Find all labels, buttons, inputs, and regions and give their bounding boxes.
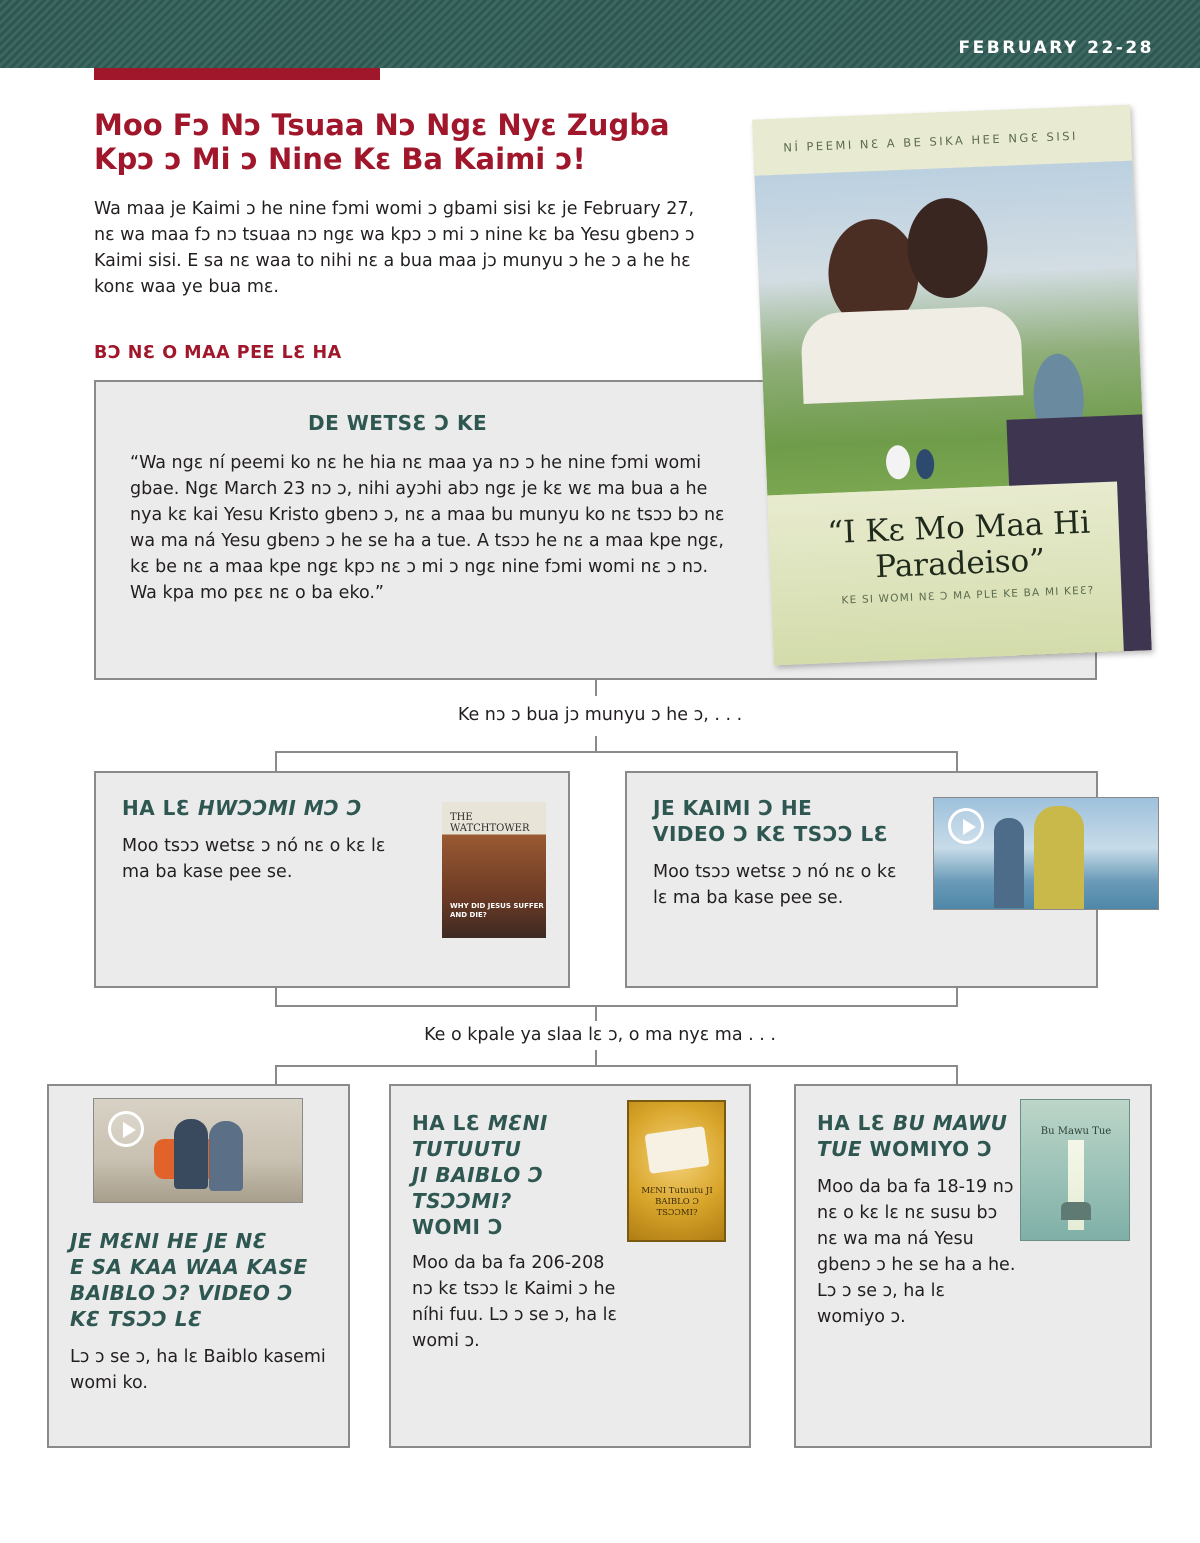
connector-line <box>275 751 958 753</box>
magazine-title: THE WATCHTOWER <box>450 812 530 834</box>
woman-figure <box>174 1119 208 1189</box>
memorial-video-thumbnail[interactable] <box>933 797 1159 910</box>
connector-line <box>595 1050 597 1066</box>
brochure-top-text: NÍ PEEMI NƐ A BE SIKA HEE NGƐ SISI <box>783 128 1079 155</box>
clothing-shape <box>800 305 1023 404</box>
book-cover-title: Bu Mawu Tue <box>1040 1126 1112 1137</box>
accent-bar <box>94 68 380 80</box>
brochure-title: “I Kɛ Mo Maa Hi Paradeiso” <box>826 504 1091 586</box>
magazine-box-body: Moo tsɔɔ wetsɛ ɔ nó nɛ o kɛ lɛ ma ba kase pee se. <box>122 836 386 882</box>
connector-line <box>275 1065 958 1067</box>
video-box-body: Moo tsɔɔ wetsɛ ɔ nó nɛ o kɛ lɛ ma ba kase pee se. <box>653 862 897 908</box>
man-figure <box>994 818 1024 908</box>
section-heading: BƆ NƐ O MAA PEE LƐ HA <box>94 343 342 363</box>
intro-paragraph: Wa maa je Kaimi ɔ he nine fɔmi womi ɔ gbami sisi kɛ je February 27, nɛ wa maa fɔ nɔ tsuaa nɔ ngɛ wa kpɔ ɔ mi ɔ nine kɛ ba Yesu gbenɔ ɔ Kaimi sisi. E sa nɛ waa to nihi nɛ a bua maa jɔ munyu ɔ he ɔ a he hɛ konɛ waa ye bua mɛ. <box>94 199 695 297</box>
bible-study-video-thumbnail[interactable] <box>93 1098 303 1203</box>
bible-teach-book <box>627 1100 726 1242</box>
open-bible-icon <box>645 1126 710 1174</box>
connector-line <box>595 1005 597 1021</box>
connector-text-2: Ke o kpale ya slaa lɛ ɔ, o ma nyɛ ma . . . <box>424 1025 776 1045</box>
watchtower-magazine <box>442 802 546 938</box>
connector-line <box>275 1005 958 1007</box>
play-icon[interactable] <box>108 1111 144 1147</box>
child-shape <box>916 449 935 480</box>
article-title: Moo Fɔ Nɔ Tsuaa Nɔ Ngɛ Nyɛ Zugba Kpɔ ɔ Mi ɔ Nine Kɛ Ba Kaimi ɔ! <box>94 108 670 176</box>
bible-teach-body: Moo da ba fa 206-208 nɔ kɛ tsɔɔ lɛ Kaimi ɔ he níhi fuu. Lɔ ɔ se ɔ, ha lɛ womi ɔ. <box>412 1253 617 1351</box>
man-figure <box>906 197 990 300</box>
invitation-quote: “Wa ngɛ ní peemi ko nɛ he hia nɛ maa ya nɔ ɔ he nine fɔmi womi gbae. Ngɛ March 23 nɔ ɔ, nihi ayɔhi abɔ ngɛ je kɛ wɛ ma bua a he nya kɛ kai Yesu Kristo gbenɔ ɔ, nɛ a maa bu munyu ko nɛ tsɔɔ bɔ nɛ wa ma ná Yesu gbenɔ ɔ he se ha a tue. A tsɔɔ he nɛ a maa kpe ngɛ, kɛ be nɛ a maa kpe ngɛ kpɔ nɛ ɔ mi ɔ ngɛ nine fɔmi womi nɛ ɔ nɔ. Wa kpa mo pɛɛ nɛ o ba eko.” <box>130 453 725 603</box>
horse-shape <box>885 445 910 480</box>
magazine-box-heading: HA LƐ HWƆƆMI MƆ Ɔ <box>122 796 362 820</box>
listen-to-god-book <box>1020 1099 1130 1241</box>
woman-figure <box>1034 806 1084 910</box>
man-figure <box>209 1121 243 1191</box>
listen-to-god-body: Moo da ba fa 18-19 nɔ nɛ o kɛ lɛ nɛ susu bɔ nɛ wa ma ná Yesu gbenɔ ɔ he se ha a he. Lɔ ɔ se ɔ, ha lɛ womiyo ɔ. <box>817 1177 1016 1327</box>
top-banner <box>0 0 1200 68</box>
video-box-heading: JE KAIMI Ɔ HE VIDEO Ɔ KƐ TSƆƆ LƐ <box>653 796 889 846</box>
connector-line <box>275 751 277 771</box>
bible-video-heading: JE MƐNI HE JE NƐ E SA KAA WAA KASE BAIBLO Ɔ? VIDEO Ɔ KƐ TSƆƆ LƐ <box>70 1229 308 1331</box>
connector-line <box>956 751 958 771</box>
book-cover-title: MƐNI Tutuutu JI BAIBLO Ɔ TSƆƆMI? <box>641 1186 713 1218</box>
listen-to-god-heading: HA LƐ BU MAWU TUE WOMIYO Ɔ <box>817 1111 1008 1161</box>
bible-video-body: Lɔ ɔ se ɔ, ha lɛ Baiblo kasemi womi ko. <box>70 1347 326 1393</box>
connector-line <box>275 1065 277 1084</box>
connector-line <box>275 988 277 1006</box>
bible-teach-heading: HA LƐ MƐNI TUTUUTU JI BAIBLO Ɔ TSƆƆMI? WOMI Ɔ <box>412 1111 548 1239</box>
connector-line <box>595 736 597 752</box>
connector-text-1: Ke nɔ ɔ bua jɔ munyu ɔ he ɔ, . . . <box>457 705 743 725</box>
brochure-cover <box>752 105 1152 666</box>
connector-line <box>595 680 597 696</box>
brochure-subtitle: KE SI WOMI NƐ Ɔ MA PLE KE BA MI KEƐ? <box>841 584 1095 607</box>
main-box-heading: DE WETSƐ Ɔ KE <box>308 411 488 435</box>
play-icon[interactable] <box>948 808 984 844</box>
magazine-cover-text: WHY DID JESUS SUFFER AND DIE? <box>450 902 544 919</box>
family-figures <box>1061 1202 1091 1220</box>
week-date: FEBRUARY 22-28 <box>958 38 1154 58</box>
connector-line <box>956 988 958 1006</box>
connector-line <box>956 1065 958 1084</box>
